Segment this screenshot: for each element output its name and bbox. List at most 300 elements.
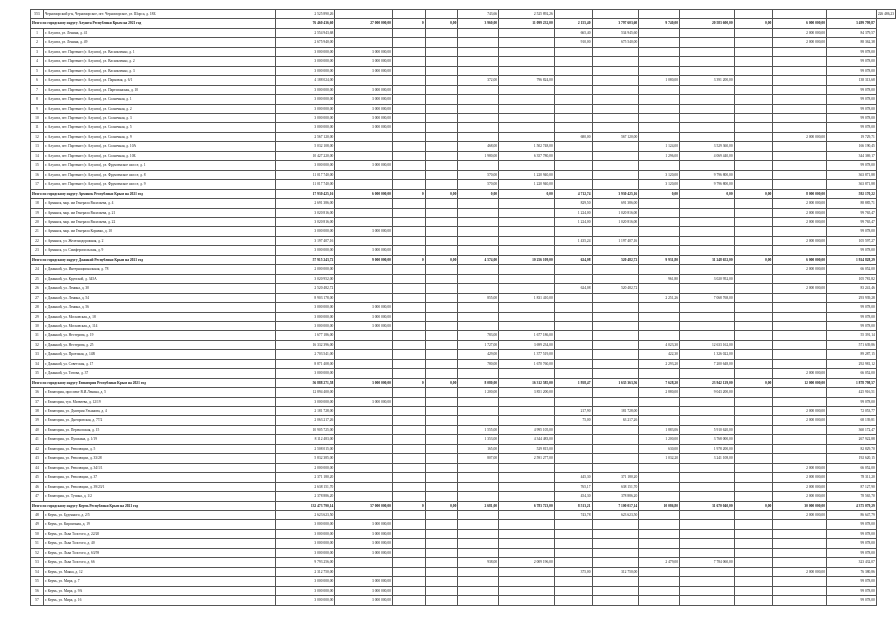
value-cell [425, 274, 458, 283]
value-cell [679, 407, 734, 416]
value-cell [499, 123, 555, 132]
value-cell [425, 293, 458, 302]
value-cell: 8 903 178,00 [275, 293, 335, 302]
value-cell [425, 161, 458, 170]
value-cell [392, 199, 425, 208]
value-cell [734, 359, 773, 368]
value-cell: 0,00 [734, 501, 773, 510]
value-cell [458, 236, 499, 245]
value-cell: 99 078,00 [827, 303, 877, 312]
value-cell: 66 052,00 [827, 265, 877, 274]
table-row [31, 548, 896, 557]
value-cell [499, 539, 555, 548]
value-cell [499, 321, 555, 330]
value-cell [458, 539, 499, 548]
value-cell: 0 [392, 19, 425, 28]
value-cell: 2 000 000,00 [773, 132, 827, 141]
value-cell: 99 078,00 [827, 123, 877, 132]
value-cell: 2 000 000,00 [773, 38, 827, 47]
table-row [31, 284, 896, 293]
value-cell [554, 274, 592, 283]
value-cell [554, 161, 592, 170]
value-cell: 3 000 000,00 [335, 539, 393, 548]
address-cell: г. Евпатория, проспект В.И.Ленина, д. 5 [43, 388, 275, 397]
value-cell: 57 915 243,72 [275, 255, 335, 264]
value-cell [458, 321, 499, 330]
value-cell [335, 454, 393, 463]
address-cell: г. Керчь, ул. Льва Толстого, д. 40 [43, 539, 275, 548]
value-cell: 11 017 740,00 [275, 170, 335, 179]
value-cell: 2 000 000,00 [773, 199, 827, 208]
subtotal-label: Итого по городскому округу Керчь Республики Крым на 2021 год [31, 501, 276, 510]
value-cell: 105 781,82 [827, 274, 877, 283]
value-cell [458, 482, 499, 491]
value-cell [639, 132, 680, 141]
table-row [31, 265, 896, 274]
value-cell [458, 586, 499, 595]
value-cell [734, 161, 773, 170]
row-number: 553 [31, 10, 44, 19]
value-cell: 0,00 [679, 189, 734, 198]
table-row [31, 76, 896, 85]
subtotal-label: Итого по городскому округу Армянск Республики Крым на 2021 год [31, 189, 276, 198]
value-cell: 372,00 [458, 76, 499, 85]
value-cell [592, 180, 639, 189]
value-cell [592, 85, 639, 94]
value-cell: 2 000 000,00 [773, 28, 827, 37]
value-cell [499, 473, 555, 482]
value-cell: 9 793 256,00 [275, 558, 335, 567]
value-cell: 312 750,00 [592, 567, 639, 576]
value-cell [734, 151, 773, 160]
row-number: 23 [31, 246, 44, 255]
value-cell [592, 47, 639, 56]
value-cell [554, 586, 592, 595]
value-cell [639, 95, 680, 104]
row-number: 32 [31, 340, 44, 349]
value-cell [639, 407, 680, 416]
value-cell: 3 000 000,00 [335, 246, 393, 255]
value-cell: 99 078,00 [827, 161, 877, 170]
value-cell: 3 000 000,00 [335, 378, 393, 387]
value-cell [679, 104, 734, 113]
table-row [31, 321, 896, 330]
row-number: 19 [31, 208, 44, 217]
value-cell [392, 321, 425, 330]
value-cell: 76 460 436,60 [275, 19, 335, 28]
value-cell [392, 151, 425, 160]
value-cell: 2 009 196,00 [499, 558, 555, 567]
value-cell: 5 832 385,00 [275, 454, 335, 463]
row-number: 37 [31, 397, 44, 406]
address-cell: г. Алушта, пгт. Партенит (г. Алушта), ул. Солнечная, д. 10Б [43, 151, 275, 160]
value-cell [392, 236, 425, 245]
value-cell [458, 416, 499, 425]
value-cell [425, 10, 458, 19]
value-cell [392, 312, 425, 321]
value-cell [639, 321, 680, 330]
value-cell [592, 151, 639, 160]
value-cell [554, 66, 592, 75]
row-number: 31 [31, 331, 44, 340]
value-cell [592, 558, 639, 567]
value-cell [639, 265, 680, 274]
value-cell: 9 043 200,00 [679, 388, 734, 397]
subtotal-label: Итого по городскому округу Джанкой Республики Крым на 2021 год [31, 255, 276, 264]
value-cell [773, 548, 827, 557]
value-cell [554, 85, 592, 94]
value-cell [425, 236, 458, 245]
value-cell: 2 000 000,00 [773, 511, 827, 520]
value-cell [335, 511, 393, 520]
value-cell: 1 677 186,00 [275, 331, 335, 340]
value-cell: 4 375 079,29 [827, 501, 877, 510]
value-cell [458, 246, 499, 255]
value-cell: 0,00 [734, 189, 773, 198]
value-cell: 1 435,24 [554, 236, 592, 245]
value-cell [425, 47, 458, 56]
table-row [31, 142, 896, 151]
table-row [31, 312, 896, 321]
value-cell [639, 208, 680, 217]
value-cell: 9 931,80 [639, 255, 680, 264]
value-cell: 3 000 000,00 [335, 161, 393, 170]
value-cell [592, 66, 639, 75]
value-cell: 3 000 000,00 [275, 47, 335, 56]
table-body [31, 10, 896, 606]
address-cell: г. Евпатория, ул. Революции, д. 37 [43, 473, 275, 482]
address-cell: г. Джанкой, ул. Ленина, д. 56 [43, 303, 275, 312]
value-cell [592, 142, 639, 151]
value-cell [679, 463, 734, 472]
value-cell [592, 397, 639, 406]
value-cell: 2 623 623,50 [275, 511, 335, 520]
value-cell [425, 492, 458, 501]
value-cell [734, 473, 773, 482]
value-cell [335, 416, 393, 425]
value-cell: 5 910 620,00 [679, 425, 734, 434]
value-cell: 1 224,00 [554, 217, 592, 226]
value-cell [734, 217, 773, 226]
value-cell [458, 520, 499, 529]
value-cell [639, 548, 680, 557]
value-cell: 3 120,00 [639, 170, 680, 179]
value-cell: 86 647,79 [827, 511, 877, 520]
address-cell: г. Армянск, мкр. им Генерала Васильева, д. 22 [43, 217, 275, 226]
value-cell [679, 548, 734, 557]
value-cell: 4 023,30 [639, 340, 680, 349]
value-cell [592, 548, 639, 557]
value-cell [734, 444, 773, 453]
value-cell [592, 113, 639, 122]
table-row [31, 38, 896, 47]
table-row [31, 113, 896, 122]
row-number: 36 [31, 388, 44, 397]
row-number: 10 [31, 113, 44, 122]
value-cell: 783,00 [458, 331, 499, 340]
value-cell: 2 567 120,00 [275, 132, 335, 141]
address-cell: г. Керчь, ул. Льва Толстого, д. 22/20 [43, 529, 275, 538]
table-row [31, 236, 896, 245]
address-cell: г. Керчь, ул. Льва Толстого, д. 66 [43, 558, 275, 567]
table-row [31, 10, 896, 19]
value-cell: 3 000 000,00 [275, 321, 335, 330]
value-cell: 743,66 [458, 10, 499, 19]
value-cell: 132 473 790,14 [275, 501, 335, 510]
value-cell [335, 331, 393, 340]
value-cell [592, 321, 639, 330]
value-cell: 961,80 [639, 274, 680, 283]
row-number: 15 [31, 161, 44, 170]
value-cell: 938,00 [458, 558, 499, 567]
value-cell [554, 142, 592, 151]
value-cell [592, 529, 639, 538]
value-cell [679, 482, 734, 491]
value-cell [499, 95, 555, 104]
value-cell [392, 217, 425, 226]
value-cell: 99 078,00 [827, 85, 877, 94]
value-cell [554, 444, 592, 453]
value-cell [679, 132, 734, 141]
table-row [31, 586, 896, 595]
table-row [31, 482, 896, 491]
table-row [31, 529, 896, 538]
value-cell [639, 123, 680, 132]
value-cell: 323 432,07 [827, 558, 877, 567]
value-cell [425, 359, 458, 368]
subtotal-row [31, 189, 896, 198]
row-number: 27 [31, 293, 44, 302]
value-cell [679, 520, 734, 529]
value-cell [392, 57, 425, 66]
value-cell: 20 583 600,00 [679, 19, 734, 28]
value-cell [458, 47, 499, 56]
address-cell: г. Джанкой, ул. Московская, д. 18 [43, 312, 275, 321]
value-cell: 743,78 [554, 511, 592, 520]
value-cell [592, 444, 639, 453]
row-number: 3 [31, 47, 44, 56]
value-cell: 2 681,00 [458, 501, 499, 510]
value-cell: 66 052,00 [827, 369, 877, 378]
value-cell: 1 502 748,00 [499, 142, 555, 151]
value-cell: 3 000 000,00 [335, 312, 393, 321]
value-cell: 10 905 725,00 [275, 425, 335, 434]
value-cell: 378 886,20 [592, 492, 639, 501]
value-cell: 2 312 750,00 [275, 567, 335, 576]
value-cell [734, 85, 773, 94]
value-cell [679, 10, 734, 19]
value-cell [335, 180, 393, 189]
value-cell [679, 284, 734, 293]
value-cell [734, 539, 773, 548]
value-cell: 27 000 000,00 [335, 19, 393, 28]
value-cell [734, 321, 773, 330]
table-row [31, 577, 896, 586]
table-row [31, 227, 896, 236]
value-cell [554, 548, 592, 557]
value-cell [592, 340, 639, 349]
value-cell [592, 331, 639, 340]
address-cell: г. Алушта, пгт. Партенит (г. Алушта), ул. Солнечная, д. 10А [43, 142, 275, 151]
value-cell [499, 246, 555, 255]
value-cell [679, 95, 734, 104]
table-row [31, 492, 896, 501]
value-cell [639, 529, 680, 538]
value-cell: 2 554 943,68 [275, 28, 335, 37]
value-cell: 3 000 000,00 [335, 57, 393, 66]
value-cell [734, 142, 773, 151]
subtotal-label: Итого по городскому округу Евпатория Республики Крым на 2021 год [31, 378, 276, 387]
table-row [31, 454, 896, 463]
value-cell [335, 132, 393, 141]
value-cell [458, 529, 499, 538]
table-row [31, 293, 896, 302]
value-cell [773, 596, 827, 605]
value-cell: 454,30 [554, 492, 592, 501]
value-cell [425, 520, 458, 529]
value-cell [499, 28, 555, 37]
value-cell [554, 529, 592, 538]
value-cell [425, 113, 458, 122]
value-cell: 3 241 108,00 [679, 454, 734, 463]
value-cell: 2 063 217,26 [275, 416, 335, 425]
value-cell: 2 000 000,00 [773, 217, 827, 226]
value-cell [499, 161, 555, 170]
value-cell: 2 000 000,00 [773, 473, 827, 482]
address-cell: г. Джанкой, ул. Советская, д. 17 [43, 359, 275, 368]
value-cell [458, 199, 499, 208]
value-cell [679, 57, 734, 66]
address-cell: г. Евпатория, ул. Пушкина, д. 1/19 [43, 435, 275, 444]
value-cell: 3 000 000,00 [335, 227, 393, 236]
value-cell: 529 815,00 [499, 444, 555, 453]
value-cell [392, 425, 425, 434]
address-cell: г. Алушта, пгт. Партенит (г. Алушта), ул. Солнечная, д. 9 [43, 132, 275, 141]
value-cell: 2 000 000,00 [773, 567, 827, 576]
address-cell: г. Алушта, пгт. Партенит (г. Алушта), ул. Фрунзенское шоссе, д. 8 [43, 170, 275, 179]
value-cell [773, 312, 827, 321]
address-cell: г. Джанкой, ул. Ленина, д. 54 [43, 293, 275, 302]
value-cell [773, 274, 827, 283]
row-number: 40 [31, 425, 44, 434]
address-cell: г. Джанкой, ул. Интернациональная, д. 78 [43, 265, 275, 274]
value-cell [639, 331, 680, 340]
value-cell [458, 596, 499, 605]
value-cell [773, 435, 827, 444]
value-cell: 19 729,71 [827, 132, 877, 141]
value-cell [425, 482, 458, 491]
value-cell: 3 020 816,00 [275, 208, 335, 217]
value-cell [499, 577, 555, 586]
value-cell: 3 529 360,00 [679, 142, 734, 151]
row-number: 43 [31, 454, 44, 463]
value-cell [554, 520, 592, 529]
row-number: 17 [31, 180, 44, 189]
value-cell [773, 151, 827, 160]
value-cell [679, 567, 734, 576]
value-cell [392, 104, 425, 113]
table-row [31, 369, 896, 378]
value-cell [592, 520, 639, 529]
value-cell [773, 388, 827, 397]
address-cell: г. Алушта, пгт. Партенит (г. Алушта), ул. Солнечная, д. 1 [43, 95, 275, 104]
value-cell [679, 511, 734, 520]
value-cell [679, 529, 734, 538]
address-cell: г. Керчь, ул. Буденного, д. 2/5 [43, 511, 275, 520]
value-cell [392, 435, 425, 444]
value-cell: 181 728,00 [592, 407, 639, 416]
value-cell [392, 85, 425, 94]
value-cell: 78 311,20 [827, 473, 877, 482]
value-cell [734, 113, 773, 122]
address-cell: г. Евпатория, туп. Матвеева, д. 12/19 [43, 397, 275, 406]
value-cell [734, 463, 773, 472]
value-cell: 4 574,00 [458, 255, 499, 264]
value-cell: 675 540,00 [592, 38, 639, 47]
value-cell [392, 520, 425, 529]
value-cell: 57 000 000,00 [335, 501, 393, 510]
value-cell [392, 492, 425, 501]
value-cell: 10 427 220,00 [275, 151, 335, 160]
value-cell: 192 620,15 [827, 454, 877, 463]
row-number: 28 [31, 303, 44, 312]
value-cell [679, 208, 734, 217]
value-cell: 9 796 800,00 [679, 170, 734, 179]
value-cell: 1 958,47 [554, 378, 592, 387]
value-cell [499, 132, 555, 141]
table-row [31, 217, 896, 226]
value-cell [554, 369, 592, 378]
value-cell: 520 482,72 [592, 284, 639, 293]
value-cell: 3 851 200,00 [499, 388, 555, 397]
value-cell [639, 567, 680, 576]
value-cell: 99 078,00 [827, 246, 877, 255]
table-row [31, 425, 896, 434]
value-cell: 99 765,47 [827, 217, 877, 226]
value-cell [639, 57, 680, 66]
value-cell [679, 416, 734, 425]
value-cell [773, 113, 827, 122]
value-cell [499, 38, 555, 47]
value-cell [639, 236, 680, 245]
value-cell [734, 567, 773, 576]
row-number: 44 [31, 463, 44, 472]
value-cell [639, 199, 680, 208]
value-cell: 3 020 952,00 [275, 274, 335, 283]
value-cell: 3 000 000,00 [335, 577, 393, 586]
value-cell [499, 520, 555, 529]
value-cell: 55 391,14 [827, 331, 877, 340]
value-cell: 8 871 408,00 [275, 359, 335, 368]
address-cell: г. Керчь, ул. Маяка, д. 12 [43, 567, 275, 576]
value-cell: 2 520 482,72 [275, 284, 335, 293]
value-cell [458, 369, 499, 378]
value-cell: 99 078,00 [827, 95, 877, 104]
value-cell [639, 539, 680, 548]
value-cell [392, 284, 425, 293]
table-row [31, 161, 896, 170]
value-cell: 855,00 [458, 293, 499, 302]
value-cell [335, 425, 393, 434]
address-cell: г. Керчь, ул. Льва Толстого, д. 63/59 [43, 548, 275, 557]
value-cell: 99 078,00 [827, 539, 877, 548]
value-cell [639, 284, 680, 293]
table-row [31, 303, 896, 312]
value-cell [679, 246, 734, 255]
value-cell [458, 397, 499, 406]
value-cell [425, 473, 458, 482]
address-cell: г. Джанкой, ул. Нестерова, д. 19 [43, 331, 275, 340]
